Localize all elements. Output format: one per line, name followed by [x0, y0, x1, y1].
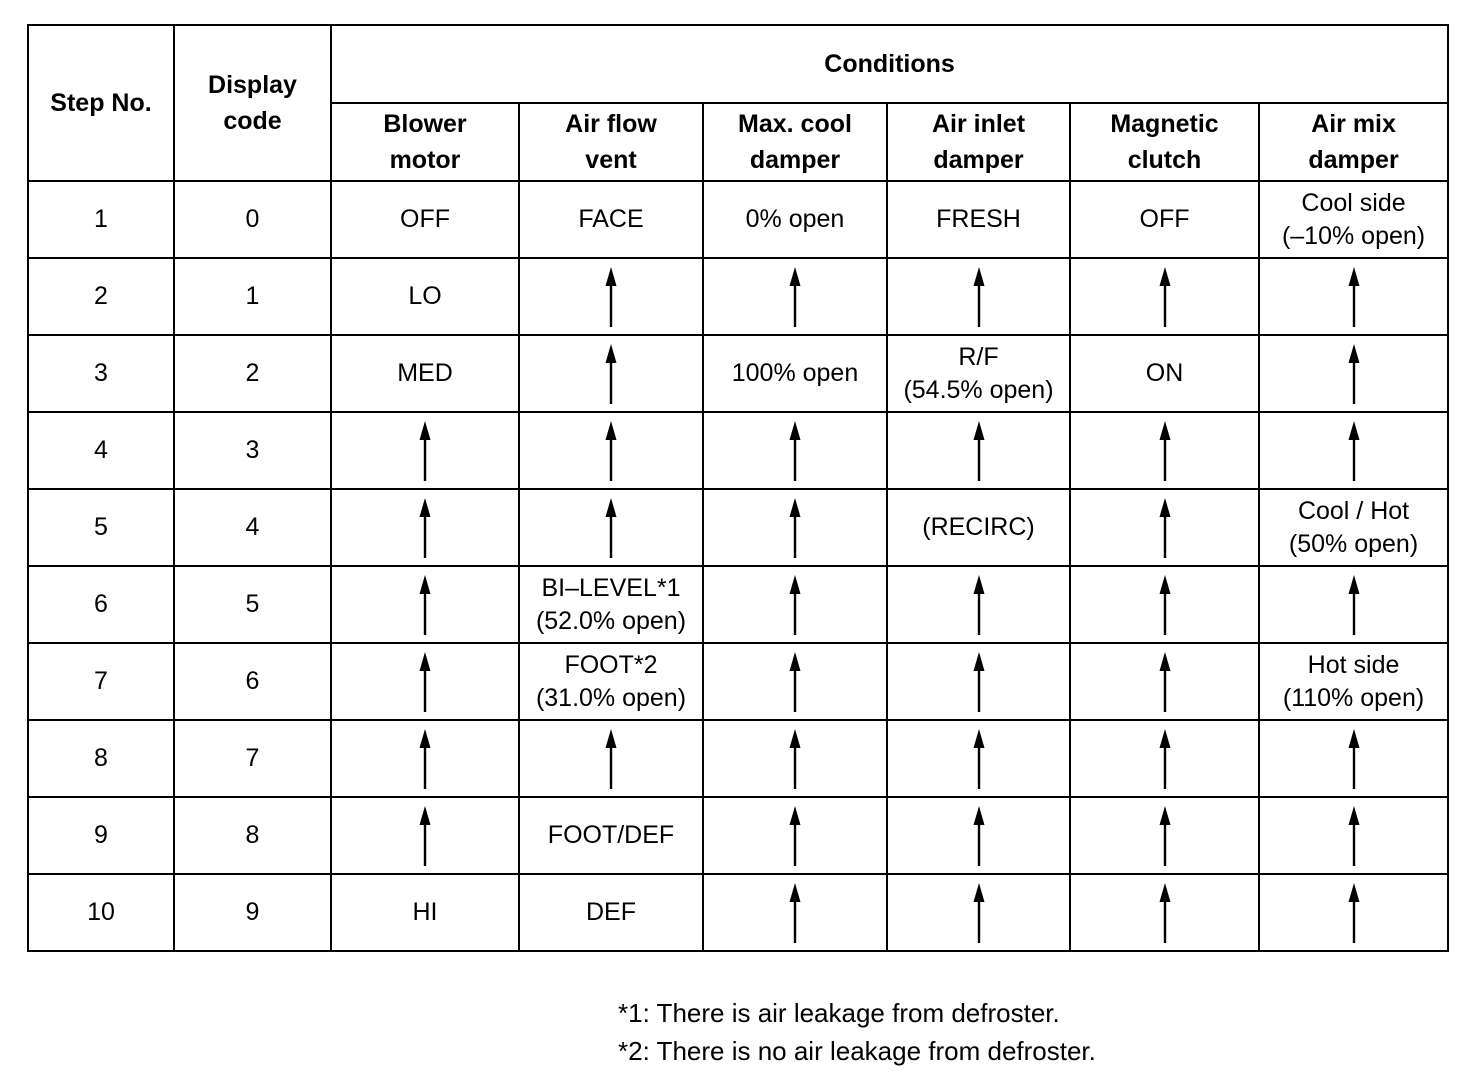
header-magnetic-clutch: Magnetic clutch — [1070, 103, 1259, 181]
same-as-above-arrow-icon — [1158, 728, 1172, 790]
cell-air-inlet-damper — [887, 335, 1070, 412]
cell-max-cool-damper — [703, 412, 887, 489]
cell-air-flow-vent — [519, 643, 703, 720]
same-as-above-arrow-icon — [972, 574, 986, 636]
cell-air-mix-damper — [1259, 874, 1448, 951]
same-as-above-arrow-icon — [1158, 497, 1172, 559]
same-as-above-arrow-icon — [1347, 728, 1361, 790]
same-as-above-arrow-icon — [1158, 574, 1172, 636]
cell-text: (52.0% open) — [535, 606, 687, 635]
same-as-above-arrow-icon — [418, 651, 432, 713]
cell-air-flow-vent — [519, 797, 703, 874]
cell-blower-motor — [331, 258, 519, 335]
cell-magnetic-clutch — [1070, 335, 1259, 412]
cell-step-no: 2 — [28, 258, 174, 335]
cell-blower-motor — [331, 181, 519, 258]
same-as-above-arrow-icon — [1158, 420, 1172, 482]
same-as-above-arrow-icon — [972, 266, 986, 328]
cell-blower-motor — [331, 412, 519, 489]
table-row — [28, 874, 1448, 951]
same-as-above-arrow-icon — [604, 728, 618, 790]
cell-display-code: 0 — [174, 181, 331, 258]
cell-text: DEF — [586, 898, 636, 926]
table-row — [28, 720, 1448, 797]
same-as-above-arrow-icon — [1347, 805, 1361, 867]
cell-text: LO — [408, 282, 442, 310]
cell-magnetic-clutch — [1070, 181, 1259, 258]
cell-air-mix-damper — [1259, 258, 1448, 335]
cell-text: FRESH — [936, 205, 1021, 233]
cell-air-mix-damper — [1259, 566, 1448, 643]
cell-air-mix-damper — [1259, 720, 1448, 797]
table-row — [28, 181, 1448, 258]
cell-display-code: 2 — [174, 335, 331, 412]
same-as-above-arrow-icon — [418, 805, 432, 867]
cell-display-code: 9 — [174, 874, 331, 951]
same-as-above-arrow-icon — [418, 574, 432, 636]
cell-magnetic-clutch — [1070, 566, 1259, 643]
cell-display-code: 4 — [174, 489, 331, 566]
cell-magnetic-clutch — [1070, 874, 1259, 951]
cell-text: (RECIRC) — [922, 513, 1035, 541]
cell-blower-motor — [331, 489, 519, 566]
cell-blower-motor — [331, 797, 519, 874]
cell-display-code: 3 — [174, 412, 331, 489]
table-row — [28, 258, 1448, 335]
cell-air-inlet-damper — [887, 258, 1070, 335]
header-conditions: Conditions — [331, 25, 1448, 103]
same-as-above-arrow-icon — [788, 420, 802, 482]
cell-air-inlet-damper — [887, 181, 1070, 258]
cell-step-no: 1 — [28, 181, 174, 258]
table-row — [28, 797, 1448, 874]
cell-text: (31.0% open) — [535, 683, 687, 712]
cell-step-no: 8 — [28, 720, 174, 797]
cell-text: (110% open) — [1282, 683, 1425, 712]
header-blower-motor: Blower motor — [331, 103, 519, 181]
cell-magnetic-clutch — [1070, 720, 1259, 797]
table-row — [28, 566, 1448, 643]
footnote-1: *1: There is air leakage from defroster. — [618, 998, 1060, 1028]
cell-text: Cool / Hot — [1297, 496, 1410, 525]
cell-air-flow-vent — [519, 258, 703, 335]
cell-blower-motor — [331, 720, 519, 797]
cell-step-no: 9 — [28, 797, 174, 874]
header-air-mix-damper: Air mix damper — [1259, 103, 1448, 181]
same-as-above-arrow-icon — [1158, 882, 1172, 944]
same-as-above-arrow-icon — [418, 497, 432, 559]
cell-max-cool-damper — [703, 797, 887, 874]
cell-max-cool-damper — [703, 489, 887, 566]
header-display-code: Display code — [174, 25, 331, 181]
cell-text: OFF — [1139, 205, 1190, 233]
same-as-above-arrow-icon — [1158, 651, 1172, 713]
cell-air-mix-damper — [1259, 643, 1448, 720]
cell-step-no: 6 — [28, 566, 174, 643]
cell-text: Hot side — [1307, 650, 1400, 679]
same-as-above-arrow-icon — [788, 574, 802, 636]
cell-step-no: 7 — [28, 643, 174, 720]
same-as-above-arrow-icon — [788, 728, 802, 790]
cell-text: MED — [397, 359, 453, 387]
cell-text: (50% open) — [1288, 529, 1419, 558]
cell-air-inlet-damper — [887, 566, 1070, 643]
cell-blower-motor — [331, 874, 519, 951]
same-as-above-arrow-icon — [972, 420, 986, 482]
cell-air-flow-vent — [519, 874, 703, 951]
cell-air-mix-damper — [1259, 412, 1448, 489]
cell-air-flow-vent — [519, 720, 703, 797]
cell-text: R/F — [958, 342, 999, 371]
same-as-above-arrow-icon — [1347, 882, 1361, 944]
cell-blower-motor — [331, 643, 519, 720]
cell-step-no: 10 — [28, 874, 174, 951]
cell-step-no: 3 — [28, 335, 174, 412]
same-as-above-arrow-icon — [972, 651, 986, 713]
same-as-above-arrow-icon — [604, 497, 618, 559]
cell-air-inlet-damper — [887, 874, 1070, 951]
cell-max-cool-damper — [703, 874, 887, 951]
table-row — [28, 643, 1448, 720]
same-as-above-arrow-icon — [604, 266, 618, 328]
cell-air-flow-vent — [519, 412, 703, 489]
cell-text: Cool side — [1301, 188, 1406, 217]
same-as-above-arrow-icon — [1347, 266, 1361, 328]
cell-air-inlet-damper — [887, 643, 1070, 720]
cell-air-mix-damper — [1259, 335, 1448, 412]
header-air-flow-vent: Air flow vent — [519, 103, 703, 181]
same-as-above-arrow-icon — [1347, 343, 1361, 405]
cell-air-flow-vent — [519, 181, 703, 258]
conditions-table — [27, 24, 1449, 952]
cell-text: (54.5% open) — [903, 375, 1054, 404]
cell-text: 100% open — [731, 359, 859, 387]
cell-air-flow-vent — [519, 566, 703, 643]
cell-air-mix-damper — [1259, 797, 1448, 874]
footnote-2: *2: There is no air leakage from defroster. — [618, 1036, 1096, 1066]
same-as-above-arrow-icon — [1158, 805, 1172, 867]
cell-display-code: 1 — [174, 258, 331, 335]
same-as-above-arrow-icon — [788, 497, 802, 559]
cell-step-no: 4 — [28, 412, 174, 489]
table-row — [28, 335, 1448, 412]
table-body — [28, 181, 1448, 951]
same-as-above-arrow-icon — [788, 266, 802, 328]
table-row — [28, 412, 1448, 489]
same-as-above-arrow-icon — [1158, 266, 1172, 328]
same-as-above-arrow-icon — [972, 728, 986, 790]
cell-text: ON — [1145, 359, 1184, 387]
same-as-above-arrow-icon — [972, 882, 986, 944]
cell-text: FOOT/DEF — [547, 821, 675, 849]
same-as-above-arrow-icon — [1347, 574, 1361, 636]
cell-air-inlet-damper — [887, 489, 1070, 566]
same-as-above-arrow-icon — [788, 805, 802, 867]
same-as-above-arrow-icon — [604, 343, 618, 405]
cell-text: FACE — [578, 205, 644, 233]
cell-max-cool-damper — [703, 258, 887, 335]
cell-magnetic-clutch — [1070, 412, 1259, 489]
cell-air-flow-vent — [519, 489, 703, 566]
cell-air-mix-damper — [1259, 181, 1448, 258]
cell-display-code: 7 — [174, 720, 331, 797]
same-as-above-arrow-icon — [1347, 420, 1361, 482]
cell-display-code: 6 — [174, 643, 331, 720]
same-as-above-arrow-icon — [972, 805, 986, 867]
cell-magnetic-clutch — [1070, 643, 1259, 720]
cell-text: FOOT*2 — [564, 650, 658, 679]
same-as-above-arrow-icon — [418, 728, 432, 790]
cell-max-cool-damper — [703, 566, 887, 643]
header-air-inlet-damper: Air inlet damper — [887, 103, 1070, 181]
cell-text: HI — [412, 898, 438, 926]
cell-air-inlet-damper — [887, 720, 1070, 797]
cell-air-inlet-damper — [887, 797, 1070, 874]
same-as-above-arrow-icon — [788, 882, 802, 944]
same-as-above-arrow-icon — [604, 420, 618, 482]
same-as-above-arrow-icon — [788, 651, 802, 713]
cell-max-cool-damper — [703, 720, 887, 797]
header-max-cool-damper: Max. cool damper — [703, 103, 887, 181]
footnotes — [618, 994, 1096, 1070]
cell-text: 0% open — [745, 205, 845, 233]
cell-display-code: 8 — [174, 797, 331, 874]
cell-max-cool-damper — [703, 181, 887, 258]
same-as-above-arrow-icon — [418, 420, 432, 482]
cell-display-code: 5 — [174, 566, 331, 643]
cell-air-flow-vent — [519, 335, 703, 412]
cell-magnetic-clutch — [1070, 258, 1259, 335]
cell-magnetic-clutch — [1070, 489, 1259, 566]
cell-max-cool-damper — [703, 643, 887, 720]
cell-blower-motor — [331, 335, 519, 412]
cell-air-mix-damper — [1259, 489, 1448, 566]
cell-text: (–10% open) — [1281, 221, 1426, 250]
cell-blower-motor — [331, 566, 519, 643]
cell-air-inlet-damper — [887, 412, 1070, 489]
cell-text: BI–LEVEL*1 — [541, 573, 681, 602]
cell-max-cool-damper — [703, 335, 887, 412]
header-step-no: Step No. — [28, 25, 174, 181]
cell-magnetic-clutch — [1070, 797, 1259, 874]
cell-text: OFF — [400, 205, 450, 233]
cell-step-no: 5 — [28, 489, 174, 566]
table-row — [28, 489, 1448, 566]
